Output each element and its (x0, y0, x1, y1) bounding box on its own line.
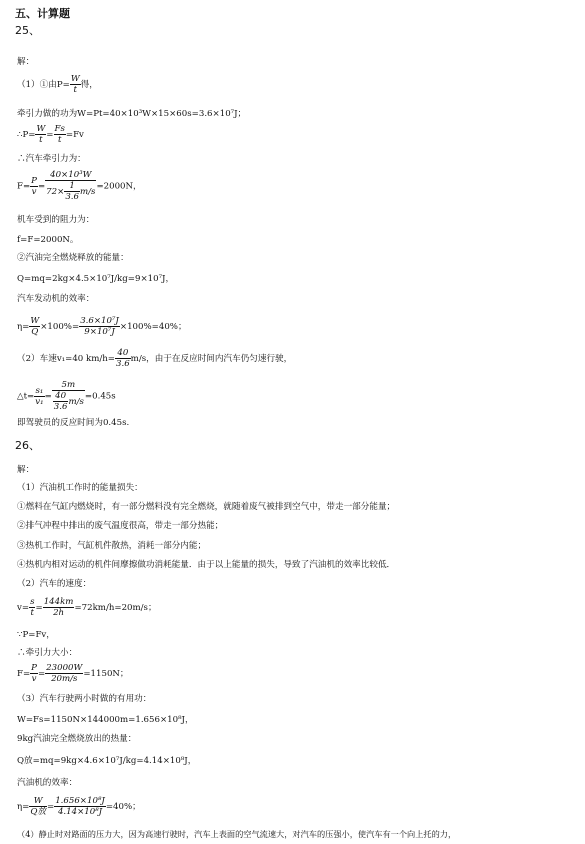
q26-line-13: 9kg汽油完全燃烧放出的热量： (17, 734, 137, 744)
q26-line-7: v= $\frac{s}{t}$ = $\frac{144km}{2h}$ =72km/h=20m/s； (17, 597, 157, 618)
q26-line-11: （3）汽车行驶两小时做的有用功： (17, 694, 152, 704)
q25-line-1: （1）①由P= $\frac{W}{t}$ 得， (17, 74, 98, 95)
q26-line-16: η= $\frac{W}{\text{Q放}}$ = $\frac{\text{1.656×10⁸J}}{\text{4.14×10⁸J}}$ =40%； (17, 796, 141, 817)
q25-line-10: 汽车发动机的效率： (17, 294, 95, 304)
q25-line-5: F= $\frac{P}{v}$ = 40×10³W 72× $\frac{1}{3.6}$ m/s =2000N， (17, 170, 142, 202)
q26-line-9: ∴牵引力大小： (17, 648, 78, 658)
q26-line-5: ④热机内相对运动的机件间摩擦做功消耗能量．由于以上能量的损失，导致了汽油机的效率比较低． (17, 560, 396, 570)
q25-line-11: η= $\frac{W}{Q}$ ×100%= $\frac{\text{3.6×10⁷J}}{\text{9×10⁷J}}$ ×100%=40%； (17, 316, 187, 337)
q26-line-17: （4）静止时对路面的压力大，因为高速行驶时，汽车上表面的空气流速大，对汽车的压强小，使汽车有一个向上托的力， (17, 829, 457, 839)
q26-jie: 解： (17, 465, 35, 475)
section-title: 五、计算题 (15, 7, 70, 20)
q26-line-14: Q放=mq=9kg×4.6×10⁷J/kg=4.14×10⁸J， (17, 756, 197, 766)
q25-line-8: ②汽油完全燃烧释放的能量： (17, 253, 129, 263)
q25-line-3: ∴P= $\frac{W}{t}$ = $\frac{Fs}{t}$ =Fv (17, 124, 84, 145)
question-number-25: 25、 (15, 24, 40, 37)
q26-line-15: 汽油机的效率： (17, 778, 78, 788)
q26-line-8: ∵P=Fv， (17, 630, 55, 640)
q26-line-12: W=Fs=1150N×144000m=1.656×10⁸J， (17, 715, 194, 725)
q25-line-12: （2）车速v₁=40 km/h= $\frac{40}{3.6}$ m/s，由于在反应时间内汽车仍匀速行驶， (17, 348, 293, 369)
q25-line-13: △t= $\frac{\text{s₁}}{\text{v₁}}$ = 5m $\frac{40}{3.6}$ m/s =0.45s (17, 380, 116, 412)
q25-line-7: f=F=2000N。 (17, 235, 79, 245)
q26-line-10: F= $\frac{P}{v}$ = $\frac{23000W}{20m/s}$ =1150N； (17, 663, 129, 684)
q26-line-3: ②排气冲程中排出的废气温度很高，带走一部分热能； (17, 521, 224, 531)
q26-line-4: ③热机工作时，气缸机件散热，消耗一部分内能； (17, 541, 207, 551)
q25-line-14: 即驾驶员的反应时间为0.45s. (17, 418, 130, 428)
question-number-26: 26、 (15, 439, 40, 452)
q25-jie: 解： (17, 57, 35, 67)
q26-line-2: ①燃料在气缸内燃烧时，有一部分燃料没有完全燃烧，就随着废气被排到空气中，带走一部分能量； (17, 502, 396, 512)
q25-line-9: Q=mq=2kg×4.5×10⁷J/kg=9×10⁷J， (17, 274, 175, 284)
q26-line-1: （1）汽油机工作时的能量损失： (17, 483, 143, 493)
q25-line-2: 牵引力做的功为W=Pt=40×10³W×15×60s=3.6×10⁷J； (17, 109, 247, 119)
q25-line-6: 机车受到的阻力为： (17, 215, 95, 225)
q26-line-6: （2）汽车的速度： (17, 579, 92, 589)
q25-line-4: ∴汽车牵引力为： (17, 154, 86, 164)
